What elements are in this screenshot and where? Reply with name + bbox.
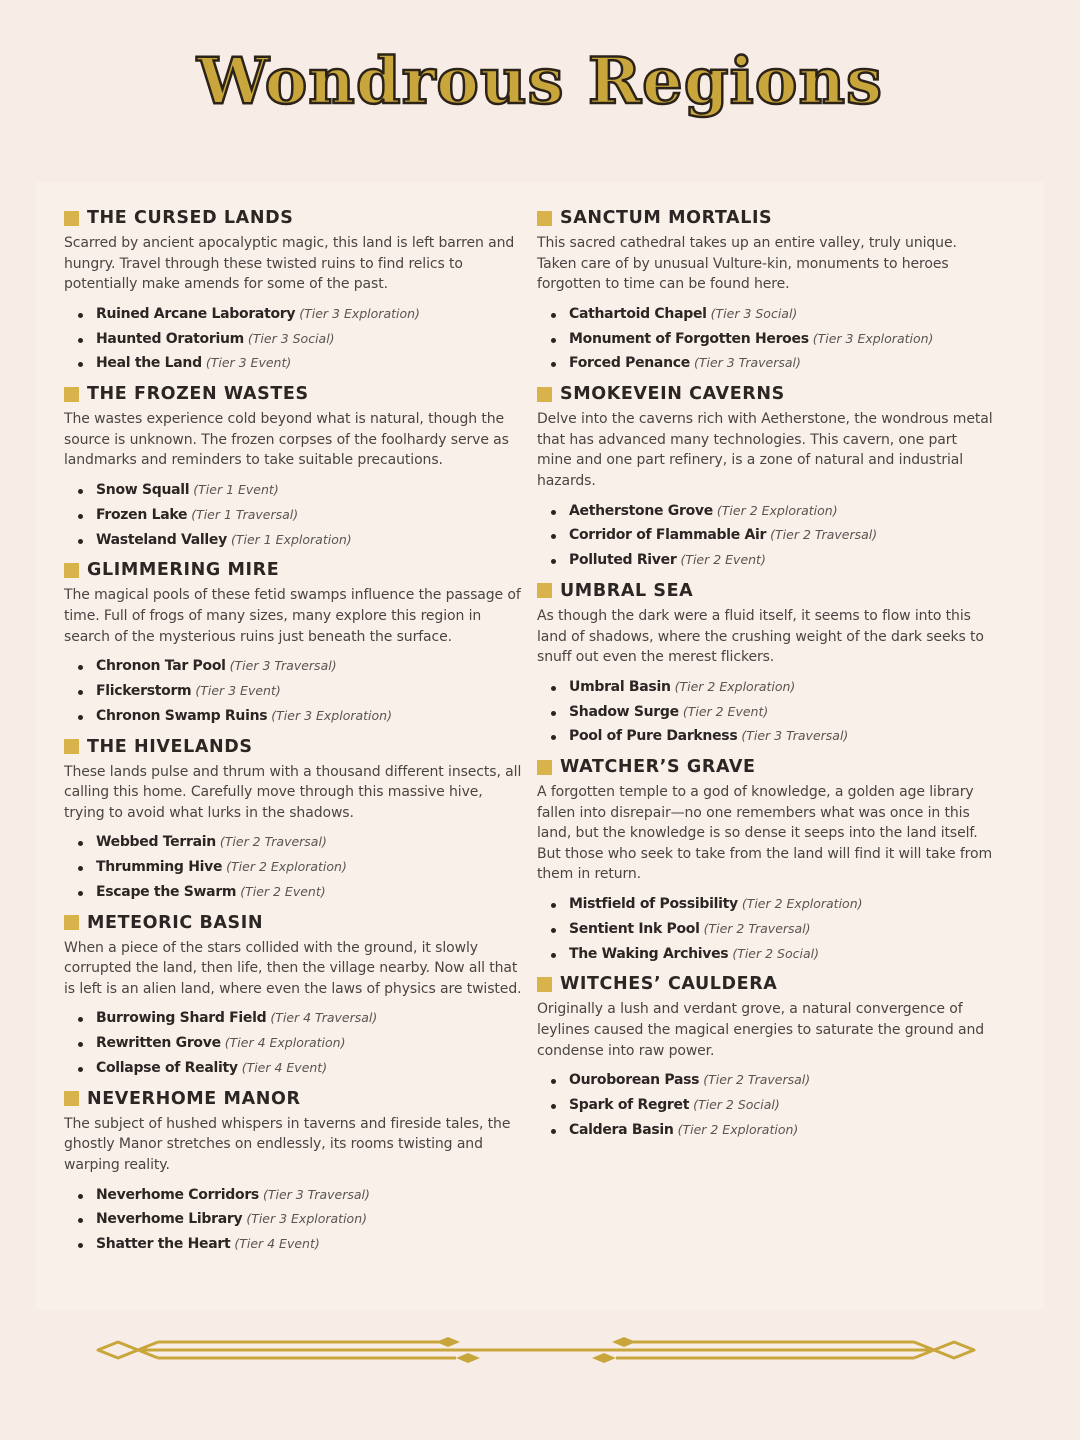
location-name: Mistfield of Possibility xyxy=(569,896,738,913)
location-tier: (Tier 2 Traversal) xyxy=(770,527,878,543)
location-name: Ouroborean Pass xyxy=(569,1072,700,1089)
location-name: Thrumming Hive xyxy=(96,859,223,876)
left-column xyxy=(64,204,522,1261)
gold-square-icon xyxy=(537,211,552,226)
location-item xyxy=(64,528,522,553)
location-tier: (Tier 2 Exploration) xyxy=(741,896,863,912)
location-tier: (Tier 2 Exploration) xyxy=(677,1121,799,1137)
location-item xyxy=(64,855,522,880)
location-list xyxy=(537,1068,995,1142)
location-name: Monument of Forgotten Heroes xyxy=(569,330,809,347)
location-item xyxy=(537,1118,995,1143)
location-list xyxy=(64,654,522,728)
location-list xyxy=(537,892,995,966)
location-tier: (Tier 3 Exploration) xyxy=(812,330,934,346)
location-item xyxy=(537,351,995,376)
location-item xyxy=(64,1207,522,1232)
page-title: Wondrous Regions xyxy=(196,44,884,119)
location-item xyxy=(537,675,995,700)
location-name: Spark of Regret xyxy=(569,1097,690,1114)
location-item xyxy=(537,499,995,524)
gold-square-icon xyxy=(64,387,79,402)
location-name: Chronon Tar Pool xyxy=(96,658,226,675)
location-tier: (Tier 2 Event) xyxy=(680,552,766,568)
region-header xyxy=(537,204,995,232)
region-header xyxy=(537,380,995,408)
location-name: Ruined Arcane Laboratory xyxy=(96,305,296,322)
location-tier: (Tier 3 Traversal) xyxy=(693,355,801,371)
location-item xyxy=(64,1031,522,1056)
region-smokevein-caverns xyxy=(537,380,995,573)
location-name: Shatter the Heart xyxy=(96,1236,231,1253)
location-tier: (Tier 2 Exploration) xyxy=(226,859,347,875)
location-item xyxy=(537,1093,995,1118)
region-name: THE HIVELANDS xyxy=(87,736,253,757)
location-tier: (Tier 3 Event) xyxy=(205,355,292,371)
location-item xyxy=(537,327,995,352)
location-name: Umbral Basin xyxy=(569,678,671,695)
region-name: THE FROZEN WASTES xyxy=(87,384,309,405)
location-item xyxy=(64,327,522,352)
region-the-hivelands xyxy=(64,733,522,905)
region-umbral-sea xyxy=(537,577,995,749)
location-tier: (Tier 3 Social) xyxy=(710,305,798,321)
location-tier: (Tier 3 Event) xyxy=(195,682,281,698)
region-description: A forgotten temple to a god of knowledge, a golden age library fallen into disrepair—no one remembers what was once in this land, but the knowledge is so dense it seeps into the land itself. But those who seek to take from the land will find it will take from them in return. xyxy=(537,784,993,883)
location-tier: (Tier 3 Traversal) xyxy=(741,728,849,744)
gold-square-icon xyxy=(537,760,552,775)
location-name: Haunted Oratorium xyxy=(96,330,244,347)
location-item xyxy=(64,1183,522,1208)
gold-square-icon xyxy=(64,739,79,754)
location-tier: (Tier 2 Social) xyxy=(732,945,819,961)
location-name: Forced Penance xyxy=(569,355,690,372)
ornamental-divider xyxy=(96,1330,976,1370)
location-tier: (Tier 4 Event) xyxy=(241,1060,328,1076)
location-name: Frozen Lake xyxy=(96,506,188,523)
location-name: Heal the Land xyxy=(96,355,202,372)
location-tier: (Tier 1 Traversal) xyxy=(191,506,299,522)
location-list xyxy=(537,675,995,749)
location-tier: (Tier 2 Traversal) xyxy=(219,834,327,850)
region-name: METEORIC BASIN xyxy=(87,912,264,933)
location-item xyxy=(537,917,995,942)
region-name: SANCTUM MORTALIS xyxy=(560,208,773,228)
location-name: The Waking Archives xyxy=(569,945,729,962)
location-item xyxy=(64,830,522,855)
region-name: GLIMMERING MIRE xyxy=(87,560,280,581)
location-tier: (Tier 4 Traversal) xyxy=(270,1010,378,1026)
location-list xyxy=(537,302,995,376)
region-header xyxy=(64,380,522,408)
region-description: The magical pools of these fetid swamps influence the passage of time. Full of frogs of many sizes, many explore this region in search of the mysterious ruins just beneath the surface. xyxy=(64,587,521,645)
location-item xyxy=(64,351,522,376)
location-tier: (Tier 3 Traversal) xyxy=(229,658,337,674)
location-item xyxy=(537,724,995,749)
gold-square-icon xyxy=(64,1091,79,1106)
location-tier: (Tier 2 Event) xyxy=(240,883,326,899)
location-item xyxy=(537,302,995,327)
gold-square-icon xyxy=(537,387,552,402)
region-description: Delve into the caverns rich with Aetherstone, the wondrous metal that has advanced many technologies. This cavern, one part mine and one part refinery, is a zone of natural and industrial hazards. xyxy=(537,411,993,489)
location-name: Cathartoid Chapel xyxy=(569,305,707,322)
location-tier: (Tier 1 Exploration) xyxy=(230,531,352,547)
location-name: Flickerstorm xyxy=(96,682,192,699)
location-item xyxy=(64,478,522,503)
region-description: Scarred by ancient apocalyptic magic, this land is left barren and hungry. Travel through these twisted ruins to find relics to potentially make amends for some of the past. xyxy=(64,235,515,293)
region-name: WITCHES’ CAULDERA xyxy=(560,974,778,995)
location-item xyxy=(537,892,995,917)
location-name: Aetherstone Grove xyxy=(569,502,713,519)
location-name: Sentient Ink Pool xyxy=(569,920,700,937)
location-tier: (Tier 2 Traversal) xyxy=(703,1072,811,1088)
region-name: UMBRAL SEA xyxy=(560,580,694,601)
location-list xyxy=(64,478,522,552)
region-meteoric-basin xyxy=(64,909,522,1081)
location-list xyxy=(537,499,995,573)
location-item xyxy=(64,880,522,905)
region-header xyxy=(64,909,522,937)
region-neverhome-manor xyxy=(64,1085,522,1257)
location-tier: (Tier 2 Social) xyxy=(693,1097,780,1113)
region-header xyxy=(64,733,522,761)
gold-square-icon xyxy=(537,583,552,598)
location-name: Chronon Swamp Ruins xyxy=(96,707,268,724)
region-glimmering-mire xyxy=(64,556,522,728)
region-watcher-s-grave xyxy=(537,753,995,966)
location-name: Collapse of Reality xyxy=(96,1060,238,1077)
location-name: Caldera Basin xyxy=(569,1121,674,1138)
location-name: Burrowing Shard Field xyxy=(96,1010,267,1027)
location-tier: (Tier 4 Exploration) xyxy=(224,1035,346,1051)
location-name: Neverhome Corridors xyxy=(96,1186,259,1203)
region-name: SMOKEVEIN CAVERNS xyxy=(560,384,785,405)
location-item xyxy=(64,1232,522,1257)
region-header xyxy=(537,577,995,605)
location-name: Shadow Surge xyxy=(569,703,679,720)
location-list xyxy=(64,830,522,904)
location-name: Webbed Terrain xyxy=(96,834,216,851)
location-name: Polluted River xyxy=(569,552,677,569)
location-item xyxy=(64,1056,522,1081)
location-tier: (Tier 2 Event) xyxy=(682,703,769,719)
region-sanctum-mortalis xyxy=(537,204,995,376)
location-name: Rewritten Grove xyxy=(96,1035,221,1052)
gold-square-icon xyxy=(64,211,79,226)
region-header xyxy=(64,1085,522,1113)
location-item xyxy=(537,942,995,967)
region-description: When a piece of the stars collided with the ground, it slowly corrupted the land, then life, then the village nearby. Now all that is left is an alien land, where even the laws of physics are twisted. xyxy=(64,939,522,997)
location-item xyxy=(64,704,522,729)
location-tier: (Tier 4 Event) xyxy=(234,1236,320,1252)
region-description: Originally a lush and verdant grove, a natural convergence of leylines caused the magical energies to saturate the ground and condense into raw power. xyxy=(537,1001,985,1059)
location-tier: (Tier 3 Exploration) xyxy=(271,707,392,723)
region-name: WATCHER’S GRAVE xyxy=(560,757,756,778)
region-description: This sacred cathedral takes up an entire valley, truly unique. Taken care of by unusual Vulture-kin, monuments to heroes forgotten to time can be found here. xyxy=(537,235,957,293)
right-column xyxy=(537,204,995,1147)
region-description: The subject of hushed whispers in taverns and fireside tales, the ghostly Manor stretches on endlessly, its rooms twisting and warping reality. xyxy=(64,1115,511,1174)
location-item xyxy=(64,654,522,679)
location-tier: (Tier 2 Traversal) xyxy=(703,920,811,936)
region-name: NEVERHOME MANOR xyxy=(87,1088,301,1109)
region-name: THE CURSED LANDS xyxy=(87,208,294,228)
location-name: Escape the Swarm xyxy=(96,883,237,900)
location-name: Pool of Pure Darkness xyxy=(569,728,738,745)
location-name: Wasteland Valley xyxy=(96,531,227,548)
location-name: Snow Squall xyxy=(96,481,190,498)
location-tier: (Tier 2 Exploration) xyxy=(716,502,838,518)
gold-square-icon xyxy=(64,915,79,930)
location-item xyxy=(64,1006,522,1031)
gold-square-icon xyxy=(537,977,552,992)
region-header xyxy=(64,556,522,584)
region-witches-cauldera xyxy=(537,970,995,1142)
location-name: Corridor of Flammable Air xyxy=(569,527,767,544)
location-list xyxy=(64,302,522,376)
location-name: Neverhome Library xyxy=(96,1211,243,1228)
location-item xyxy=(64,302,522,327)
location-item xyxy=(64,679,522,704)
region-description: These lands pulse and thrum with a thousand different insects, all calling this home. Carefully move through this massive hive, trying to avoid what lurks in the shadows. xyxy=(64,763,522,821)
location-tier: (Tier 3 Exploration) xyxy=(299,305,420,321)
location-item xyxy=(537,523,995,548)
location-item xyxy=(537,1068,995,1093)
location-item xyxy=(537,548,995,573)
region-header xyxy=(537,970,995,998)
location-item xyxy=(537,700,995,725)
location-tier: (Tier 3 Traversal) xyxy=(262,1186,370,1202)
region-header xyxy=(537,753,995,781)
location-list xyxy=(64,1183,522,1257)
location-tier: (Tier 3 Social) xyxy=(247,330,335,346)
location-tier: (Tier 3 Exploration) xyxy=(246,1211,367,1227)
gold-square-icon xyxy=(64,563,79,578)
region-header xyxy=(64,204,522,232)
region-description: The wastes experience cold beyond what is natural, though the source is unknown. The frozen corpses of the foolhardy serve as landmarks and reminders to take suitable precautions. xyxy=(64,411,509,469)
region-the-frozen-wastes xyxy=(64,380,522,552)
location-tier: (Tier 1 Event) xyxy=(193,481,279,497)
region-description: As though the dark were a fluid itself, it seems to flow into this land of shadows, where the crushing weight of the dark seeks to snuff out even the merest flickers. xyxy=(537,607,984,666)
region-the-cursed-lands xyxy=(64,204,522,376)
location-list xyxy=(64,1006,522,1080)
location-item xyxy=(64,503,522,528)
location-tier: (Tier 2 Exploration) xyxy=(674,678,796,694)
